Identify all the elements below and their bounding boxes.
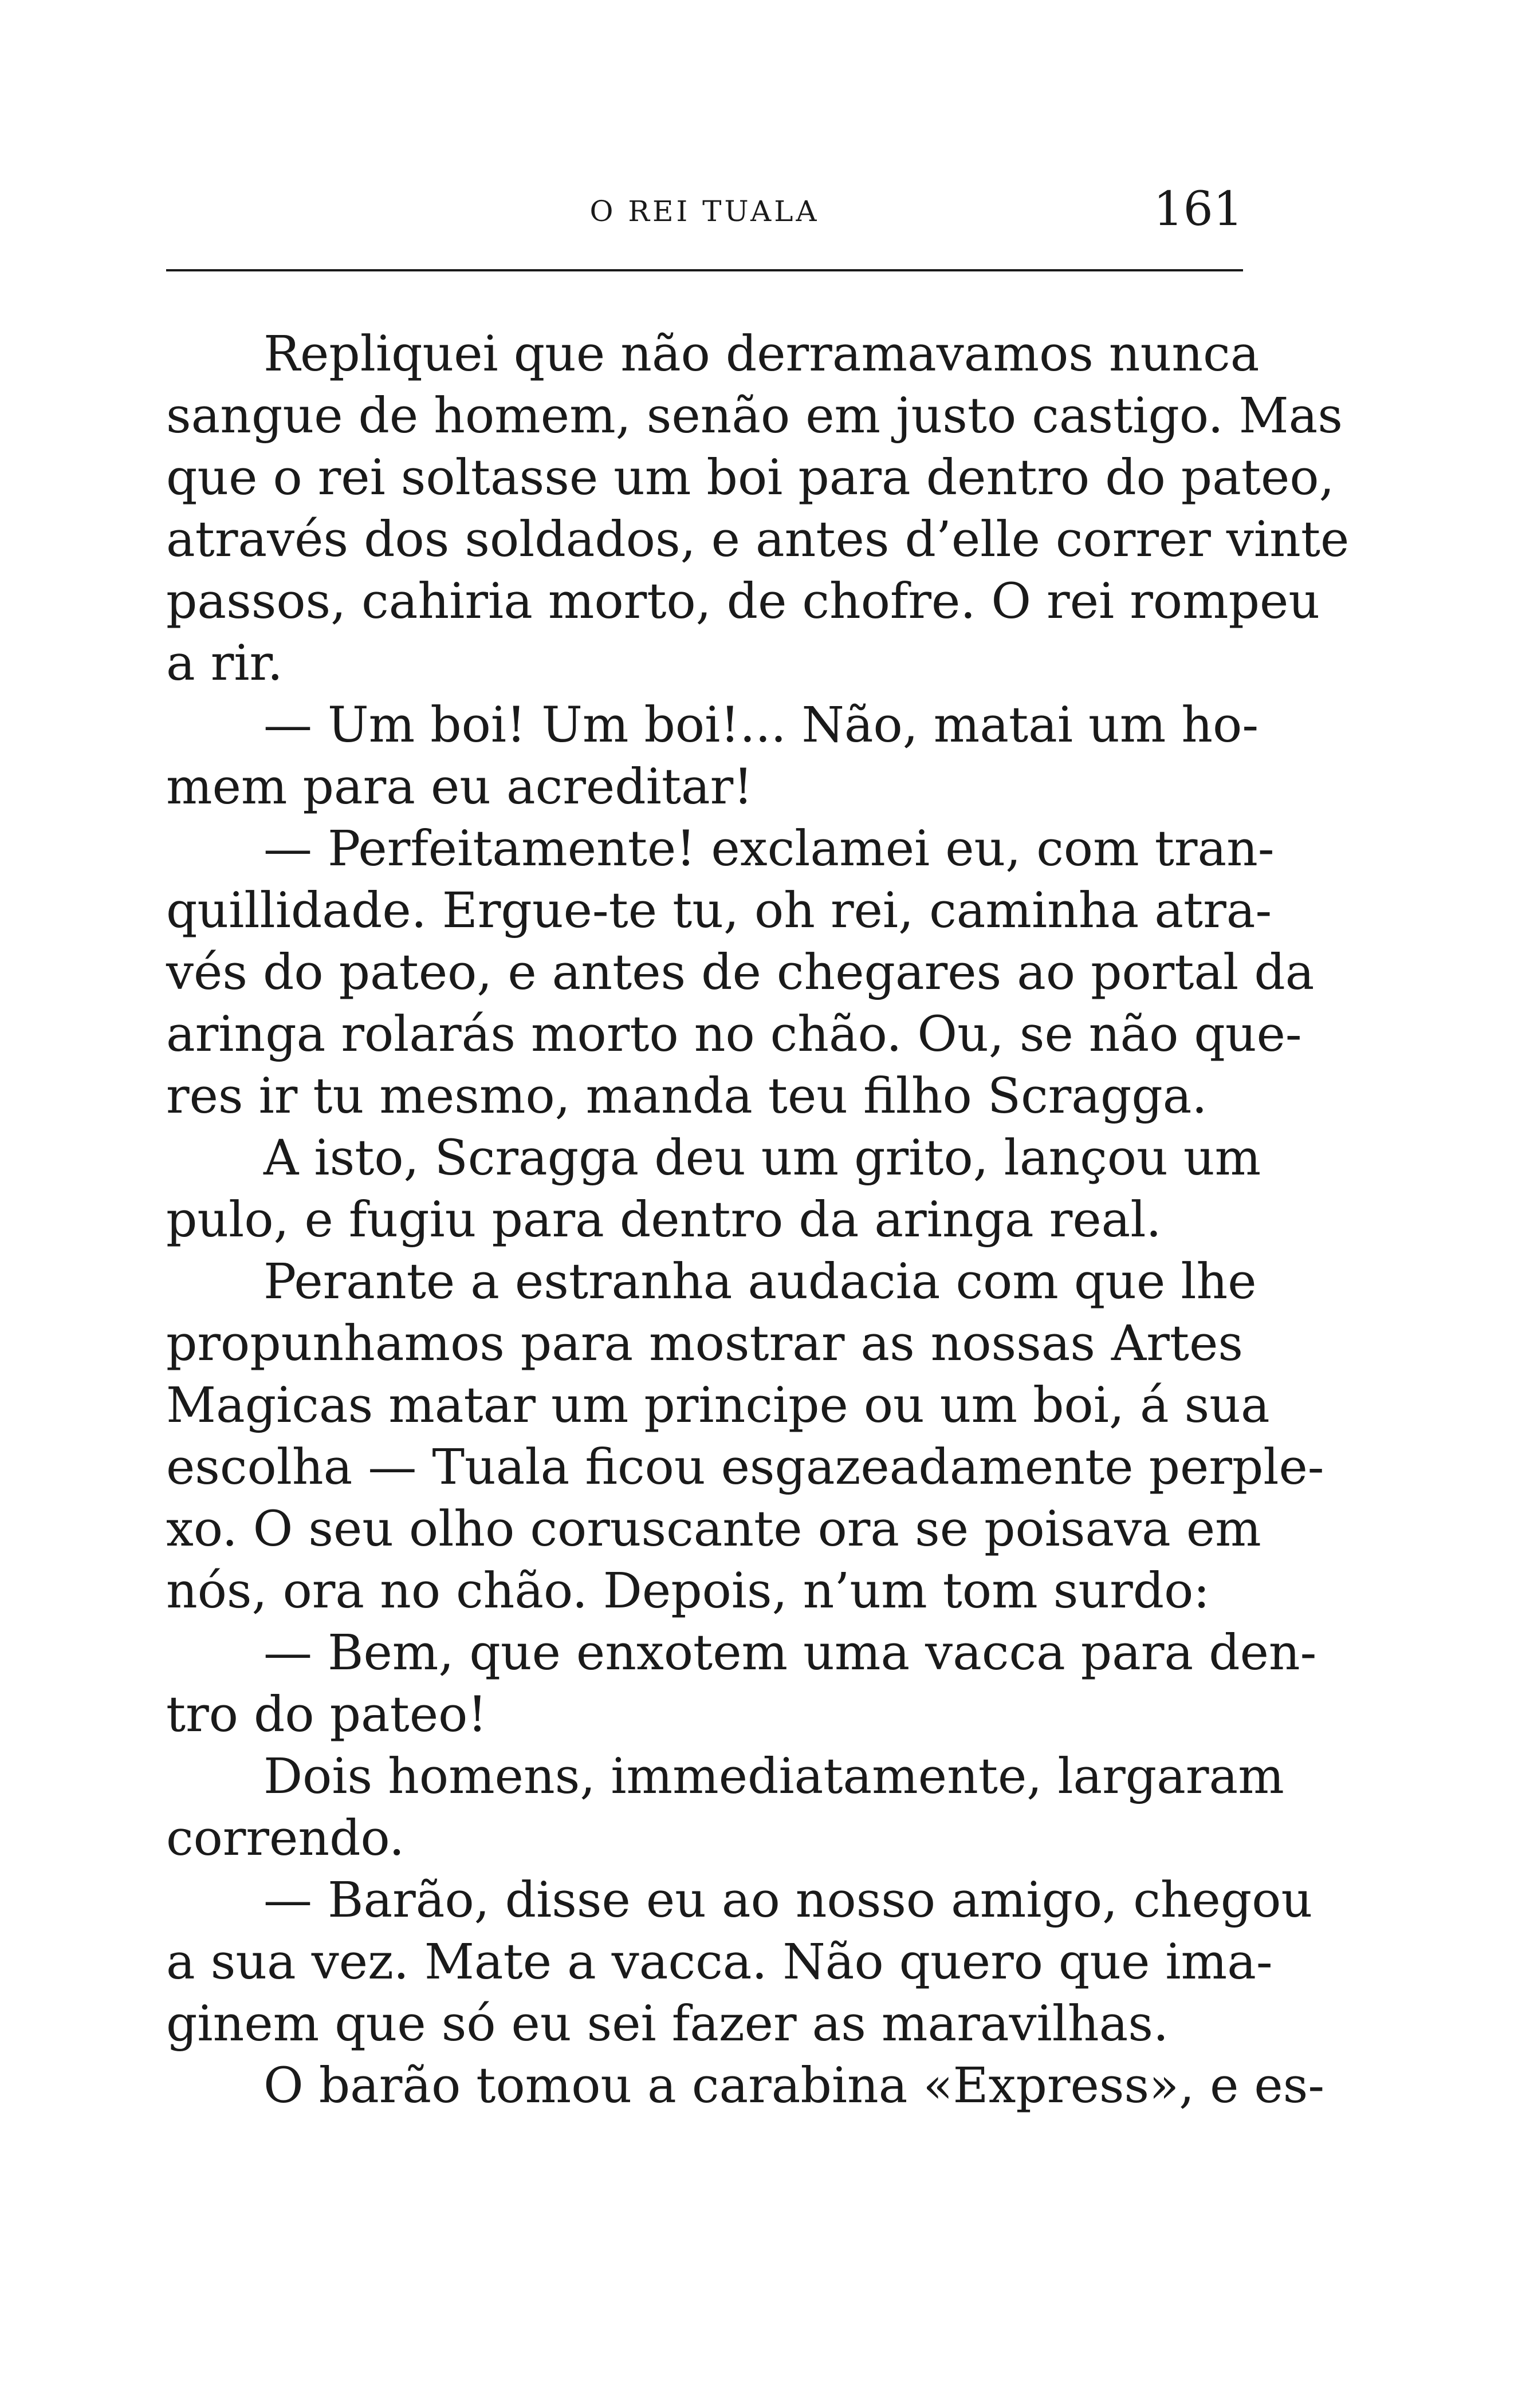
text-line: Repliquei que não derramavamos nunca (264, 326, 1260, 383)
text-line: escolha — Tuala ficou esgazeadamente perple- (166, 1439, 1324, 1496)
text-line: nós, ora no chão. Depois, n’um tom surdo: (166, 1563, 1210, 1619)
text-line: mem para eu acreditar! (166, 759, 753, 815)
text-line: Perante a estranha audacia com que lhe (264, 1254, 1257, 1310)
text-line: — Perfeitamente! exclamei eu, com tran- (264, 821, 1275, 877)
text-line: Dois homens, immediatamente, largaram (264, 1748, 1284, 1805)
text-line: vés do pateo, e antes de chegares ao portal da (166, 944, 1315, 1001)
text-line: quillidade. Ergue-te tu, oh rei, caminha atra- (166, 882, 1272, 939)
text-line: — Bem, que enxotem uma vacca para den- (264, 1625, 1317, 1681)
text-line: através dos soldados, e antes d’elle correr vinte (166, 511, 1350, 568)
text-line: — Um boi! Um boi!... Não, matai um ho- (264, 697, 1259, 754)
text-line: correndo. (166, 1810, 405, 1867)
text-line: O barão tomou a carabina «Express», e es- (264, 2058, 1325, 2114)
text-line: — Barão, disse eu ao nosso amigo, chegou (264, 1872, 1313, 1929)
text-line: A isto, Scragga deu um grito, lançou um (264, 1130, 1261, 1187)
text-line: res ir tu mesmo, manda teu filho Scragga. (166, 1068, 1208, 1125)
text-line: xo. O seu olho coruscante ora se poisava em (166, 1501, 1261, 1558)
text-line: que o rei soltasse um boi para dentro do pateo, (166, 450, 1335, 506)
text-line: passos, cahiria morto, de chofre. O rei rompeu (166, 573, 1320, 630)
text-line: sangue de homem, senão em justo castigo. Mas (166, 388, 1343, 444)
text-line: Magicas matar um principe ou um boi, á sua (166, 1377, 1270, 1434)
page-header (166, 182, 1243, 239)
text-line: ginem que só eu sei fazer as maravilhas. (166, 1996, 1169, 2052)
body-text (166, 324, 1350, 2117)
running-title: O REI TUALA (589, 195, 820, 228)
text-line: aringa rolarás morto no chão. Ou, se não que- (166, 1006, 1302, 1063)
text-line: pulo, e fugiu para dentro da aringa real. (166, 1192, 1162, 1248)
text-line: a sua vez. Mate a vacca. Não quero que ima- (166, 1934, 1273, 1991)
text-line: propunhamos para mostrar as nossas Artes (166, 1315, 1243, 1372)
text-line: a rir. (166, 635, 283, 692)
page-number: 161 (1153, 182, 1243, 237)
header-rule (166, 269, 1243, 271)
text-line: tro do pateo! (166, 1686, 487, 1743)
